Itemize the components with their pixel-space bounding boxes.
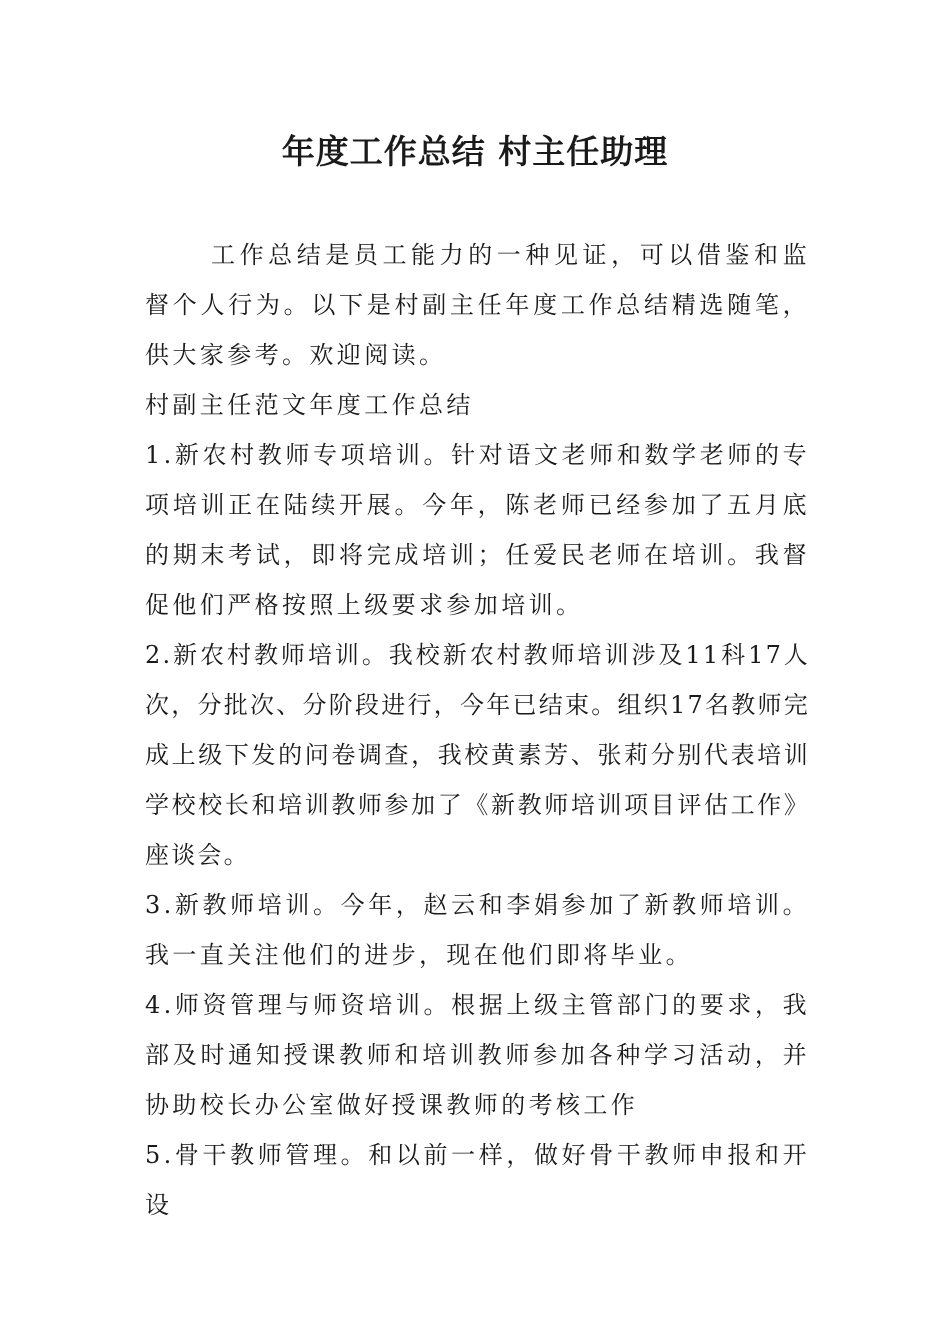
document-body <box>145 230 810 1230</box>
item-paragraph-2: 2.新农村教师培训。我校新农村教师培训涉及11科17人次，分批次、分阶段进行，今年已结束。组织17名教师完成上级下发的问卷调查，我校黄素芳、张莉分别代表培训学校校长和培训教师参加了《新教师培训项目评估工作》座谈会。 <box>145 641 810 869</box>
item-paragraph-4: 4.师资管理与师资培训。根据上级主管部门的要求，我部及时通知授课教师和培训教师参加各种学习活动，并协助校长办公室做好授课教师的考核工作 <box>145 991 810 1119</box>
item-paragraph-5: 5.骨干教师管理。和以前一样，做好骨干教师申报和开设 <box>145 1141 810 1219</box>
item-paragraph-3: 3.新教师培训。今年，赵云和李娟参加了新教师培训。我一直关注他们的进步，现在他们即将毕业。 <box>145 891 810 969</box>
item-paragraph-1: 1.新农村教师专项培训。针对语文老师和数学老师的专项培训正在陆续开展。今年，陈老师已经参加了五月底的期末考试，即将完成培训；任爱民老师在培训。我督促他们严格按照上级要求参加培训。 <box>145 441 810 619</box>
section-heading: 村副主任范文年度工作总结 <box>145 391 474 419</box>
intro-paragraph: 工作总结是员工能力的一种见证，可以借鉴和监督个人行为。以下是村副主任年度工作总结精选随笔，供大家参考。欢迎阅读。 <box>145 241 810 369</box>
document-title: 年度工作总结 村主任助理 <box>281 132 669 171</box>
